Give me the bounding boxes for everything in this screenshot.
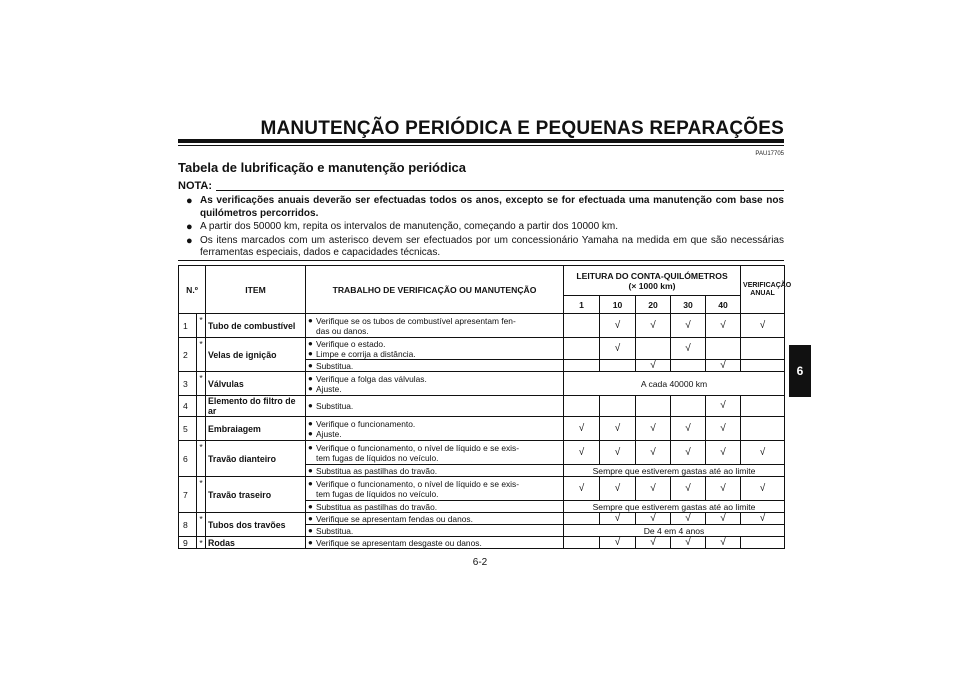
bullet-icon: ● (308, 525, 313, 535)
check-cell (564, 396, 600, 417)
check-cell: √ (600, 477, 636, 501)
row-number: 9 (179, 537, 197, 549)
bullet-icon: ● (186, 234, 193, 247)
row-item: Válvulas (206, 372, 306, 396)
table-row (179, 477, 785, 501)
table-row (179, 396, 785, 417)
work-text: das ou danos. (316, 325, 369, 336)
check-cell: √ (564, 441, 600, 465)
work-text: Substitua as pastilhas do travão. (316, 465, 438, 476)
bullet-icon: ● (308, 442, 313, 452)
bullet-icon: ● (308, 383, 313, 393)
check-cell: √ (706, 360, 741, 372)
section-title: Tabela de lubrificação e manutenção periódica (178, 160, 467, 175)
header-km: 40 (706, 296, 741, 314)
row-number: 3 (179, 372, 197, 396)
check-cell (636, 396, 671, 417)
check-cell: √ (671, 417, 706, 441)
asterisk-mark: * (197, 314, 206, 338)
bullet-icon: ● (308, 418, 313, 428)
check-cell (741, 360, 785, 372)
bullet-icon: ● (186, 195, 193, 207)
header-item: ITEM (206, 266, 306, 314)
bullet-icon: ● (308, 373, 313, 383)
row-work (306, 513, 564, 525)
check-cell: √ (706, 477, 741, 501)
check-cell: √ (636, 477, 671, 501)
asterisk-mark: * (197, 441, 206, 477)
row-work (306, 477, 564, 501)
check-cell (706, 338, 741, 360)
work-text: Ajuste. (316, 428, 342, 439)
check-cell: √ (600, 537, 636, 549)
work-text: Verifique se os tubos de combustível apresentam fen- (316, 315, 516, 326)
bullet-icon: ● (186, 221, 193, 233)
check-cell: √ (741, 314, 785, 338)
check-cell (564, 314, 600, 338)
row-number: 5 (179, 417, 197, 441)
row-work (306, 525, 564, 537)
row-work (306, 501, 564, 513)
asterisk-mark: * (197, 537, 206, 549)
check-cell: √ (636, 417, 671, 441)
table-row (179, 441, 785, 465)
check-cell: √ (600, 513, 636, 525)
row-item: Tubo de combustível (206, 314, 306, 338)
row-number: 1 (179, 314, 197, 338)
check-cell: √ (671, 477, 706, 501)
bullet-icon: ● (308, 478, 313, 488)
work-text: Verifique se apresentam fendas ou danos. (316, 513, 473, 524)
row-item: Elemento do filtro de ar (206, 396, 306, 417)
check-cell (671, 360, 706, 372)
check-cell: √ (600, 417, 636, 441)
row-work (306, 537, 564, 549)
header-km: 10 (600, 296, 636, 314)
row-number: 2 (179, 338, 197, 372)
asterisk-mark (197, 396, 206, 417)
check-cell: √ (636, 513, 671, 525)
check-cell (564, 513, 600, 525)
check-cell: √ (706, 396, 741, 417)
header-km: 30 (671, 296, 706, 314)
check-cell: √ (600, 338, 636, 360)
check-cell (600, 360, 636, 372)
check-cell (741, 417, 785, 441)
interval-span: De 4 em 4 anos (564, 525, 785, 537)
page-number: 6-2 (472, 557, 488, 568)
bullet-icon: ● (308, 501, 313, 511)
header-work: TRABALHO DE VERIFICAÇÃO OU MANUTENÇÃO (306, 266, 564, 314)
table-row (179, 537, 785, 549)
row-item: Travão traseiro (206, 477, 306, 513)
row-number: 8 (179, 513, 197, 537)
note-rule (216, 190, 784, 191)
work-text: Substitua as pastilhas do travão. (316, 501, 438, 512)
maintenance-table (178, 265, 792, 549)
work-text: Substitua. (316, 360, 354, 371)
check-cell: √ (636, 360, 671, 372)
work-text: Limpe e corrija a distância. (316, 348, 416, 359)
header-odometer-label: LEITURA DO CONTA-QUILÓMETROS (576, 270, 728, 281)
table-row (179, 338, 785, 360)
header-annual-line2: ANUAL (750, 289, 775, 297)
row-work (306, 338, 564, 360)
page-header-title: MANUTENÇÃO PERIÓDICA E PEQUENAS REPARAÇÕES (260, 118, 784, 139)
work-text: Substitua. (316, 401, 354, 411)
header-annual (741, 266, 792, 314)
work-text: Verifique se apresentam desgaste ou danos. (316, 537, 482, 548)
asterisk-mark: * (197, 477, 206, 513)
reference-code: PAU17705 (755, 151, 784, 157)
row-work (306, 314, 564, 338)
note-list (186, 195, 784, 261)
bullet-icon: ● (308, 401, 313, 410)
check-cell: √ (706, 441, 741, 465)
row-work (306, 441, 564, 465)
row-work (306, 417, 564, 441)
bullet-icon: ● (308, 465, 313, 475)
check-cell (564, 537, 600, 549)
asterisk-mark: * (197, 338, 206, 372)
bullet-icon: ● (308, 360, 313, 370)
check-cell (671, 396, 706, 417)
check-cell: √ (706, 417, 741, 441)
row-work (306, 360, 564, 372)
header-odometer (564, 266, 741, 296)
work-text: Verifique o estado. (316, 338, 386, 349)
work-text: tem fugas de líquidos no veículo. (316, 452, 439, 463)
check-cell: √ (741, 441, 785, 465)
table-row (179, 372, 785, 396)
bullet-icon: ● (308, 348, 313, 358)
check-cell: √ (636, 441, 671, 465)
check-cell: √ (671, 314, 706, 338)
check-cell (600, 396, 636, 417)
work-text: tem fugas de líquidos no veículo. (316, 488, 439, 499)
table-row (179, 513, 785, 525)
row-work (306, 396, 564, 417)
row-item: Velas de ignição (206, 338, 306, 372)
check-cell: √ (671, 338, 706, 360)
work-text: Verifique o funcionamento, o nível de líquido e se exis- (316, 442, 520, 453)
work-text: Ajuste. (316, 383, 342, 394)
note-item (186, 235, 784, 260)
work-text: Verifique o funcionamento. (316, 418, 416, 429)
notes-rule (178, 260, 784, 261)
header-annual-line1: VERIFICAÇÃO (743, 281, 792, 289)
check-cell: √ (671, 537, 706, 549)
note-item (186, 221, 784, 234)
check-cell (741, 396, 785, 417)
bullet-icon: ● (308, 537, 313, 547)
header-rule-thin (178, 145, 784, 146)
row-number: 6 (179, 441, 197, 477)
check-cell: √ (706, 314, 741, 338)
row-number: 4 (179, 396, 197, 417)
row-item: Tubos dos travões (206, 513, 306, 537)
row-item: Embraiagem (206, 417, 306, 441)
work-text: Verifique a folga das válvulas. (316, 373, 427, 384)
check-cell (741, 338, 785, 360)
work-text: Substitua. (316, 525, 354, 536)
check-cell: √ (671, 441, 706, 465)
check-cell: √ (636, 537, 671, 549)
note-text: Os itens marcados com um asterisco devem ser efectuados por um concessionário Yamaha na medida em que são necessárias ferramentas especiais, dados e capacidades técnicas. (200, 234, 784, 258)
check-cell: √ (600, 314, 636, 338)
asterisk-mark (197, 417, 206, 441)
note-text: A partir dos 50000 km, repita os intervalos de manutenção, começando a partir dos 10000 km. (200, 221, 619, 232)
bullet-icon: ● (308, 338, 313, 348)
asterisk-mark: * (197, 513, 206, 537)
note-text: As verificações anuais deverão ser efectuadas todos os anos, excepto se for efectuada uma manutenção com base nos quilómetros percorridos. (200, 195, 784, 219)
check-cell: √ (706, 513, 741, 525)
header-km: 1 (564, 296, 600, 314)
check-cell: √ (741, 477, 785, 501)
asterisk-mark: * (197, 372, 206, 396)
bullet-icon: ● (308, 315, 313, 325)
check-cell: √ (564, 417, 600, 441)
interval-span: A cada 40000 km (564, 372, 785, 396)
table-row (179, 314, 785, 338)
check-cell: √ (671, 513, 706, 525)
check-cell (564, 338, 600, 360)
header-km: 20 (636, 296, 671, 314)
check-cell (636, 338, 671, 360)
header-no: N.º (179, 266, 206, 314)
chapter-tab: 6 (789, 345, 811, 397)
note-item (186, 195, 784, 220)
check-cell: √ (706, 537, 741, 549)
bullet-icon: ● (308, 428, 313, 438)
check-cell (564, 360, 600, 372)
header-odometer-unit: (× 1000 km) (628, 280, 676, 291)
row-item: Rodas (206, 537, 306, 549)
check-cell (741, 537, 785, 549)
row-item: Travão dianteiro (206, 441, 306, 477)
header-rule (178, 139, 784, 143)
bullet-icon: ● (308, 513, 313, 523)
check-cell: √ (741, 513, 785, 525)
work-text: Verifique o funcionamento, o nível de líquido e se exis- (316, 478, 520, 489)
row-work (306, 372, 564, 396)
check-cell: √ (564, 477, 600, 501)
interval-span: Sempre que estiverem gastas até ao limite (564, 501, 785, 513)
check-cell: √ (600, 441, 636, 465)
row-number: 7 (179, 477, 197, 513)
row-work (306, 465, 564, 477)
table-row (179, 417, 785, 441)
note-label: NOTA: (178, 180, 213, 192)
interval-span: Sempre que estiverem gastas até ao limite (564, 465, 785, 477)
check-cell: √ (636, 314, 671, 338)
